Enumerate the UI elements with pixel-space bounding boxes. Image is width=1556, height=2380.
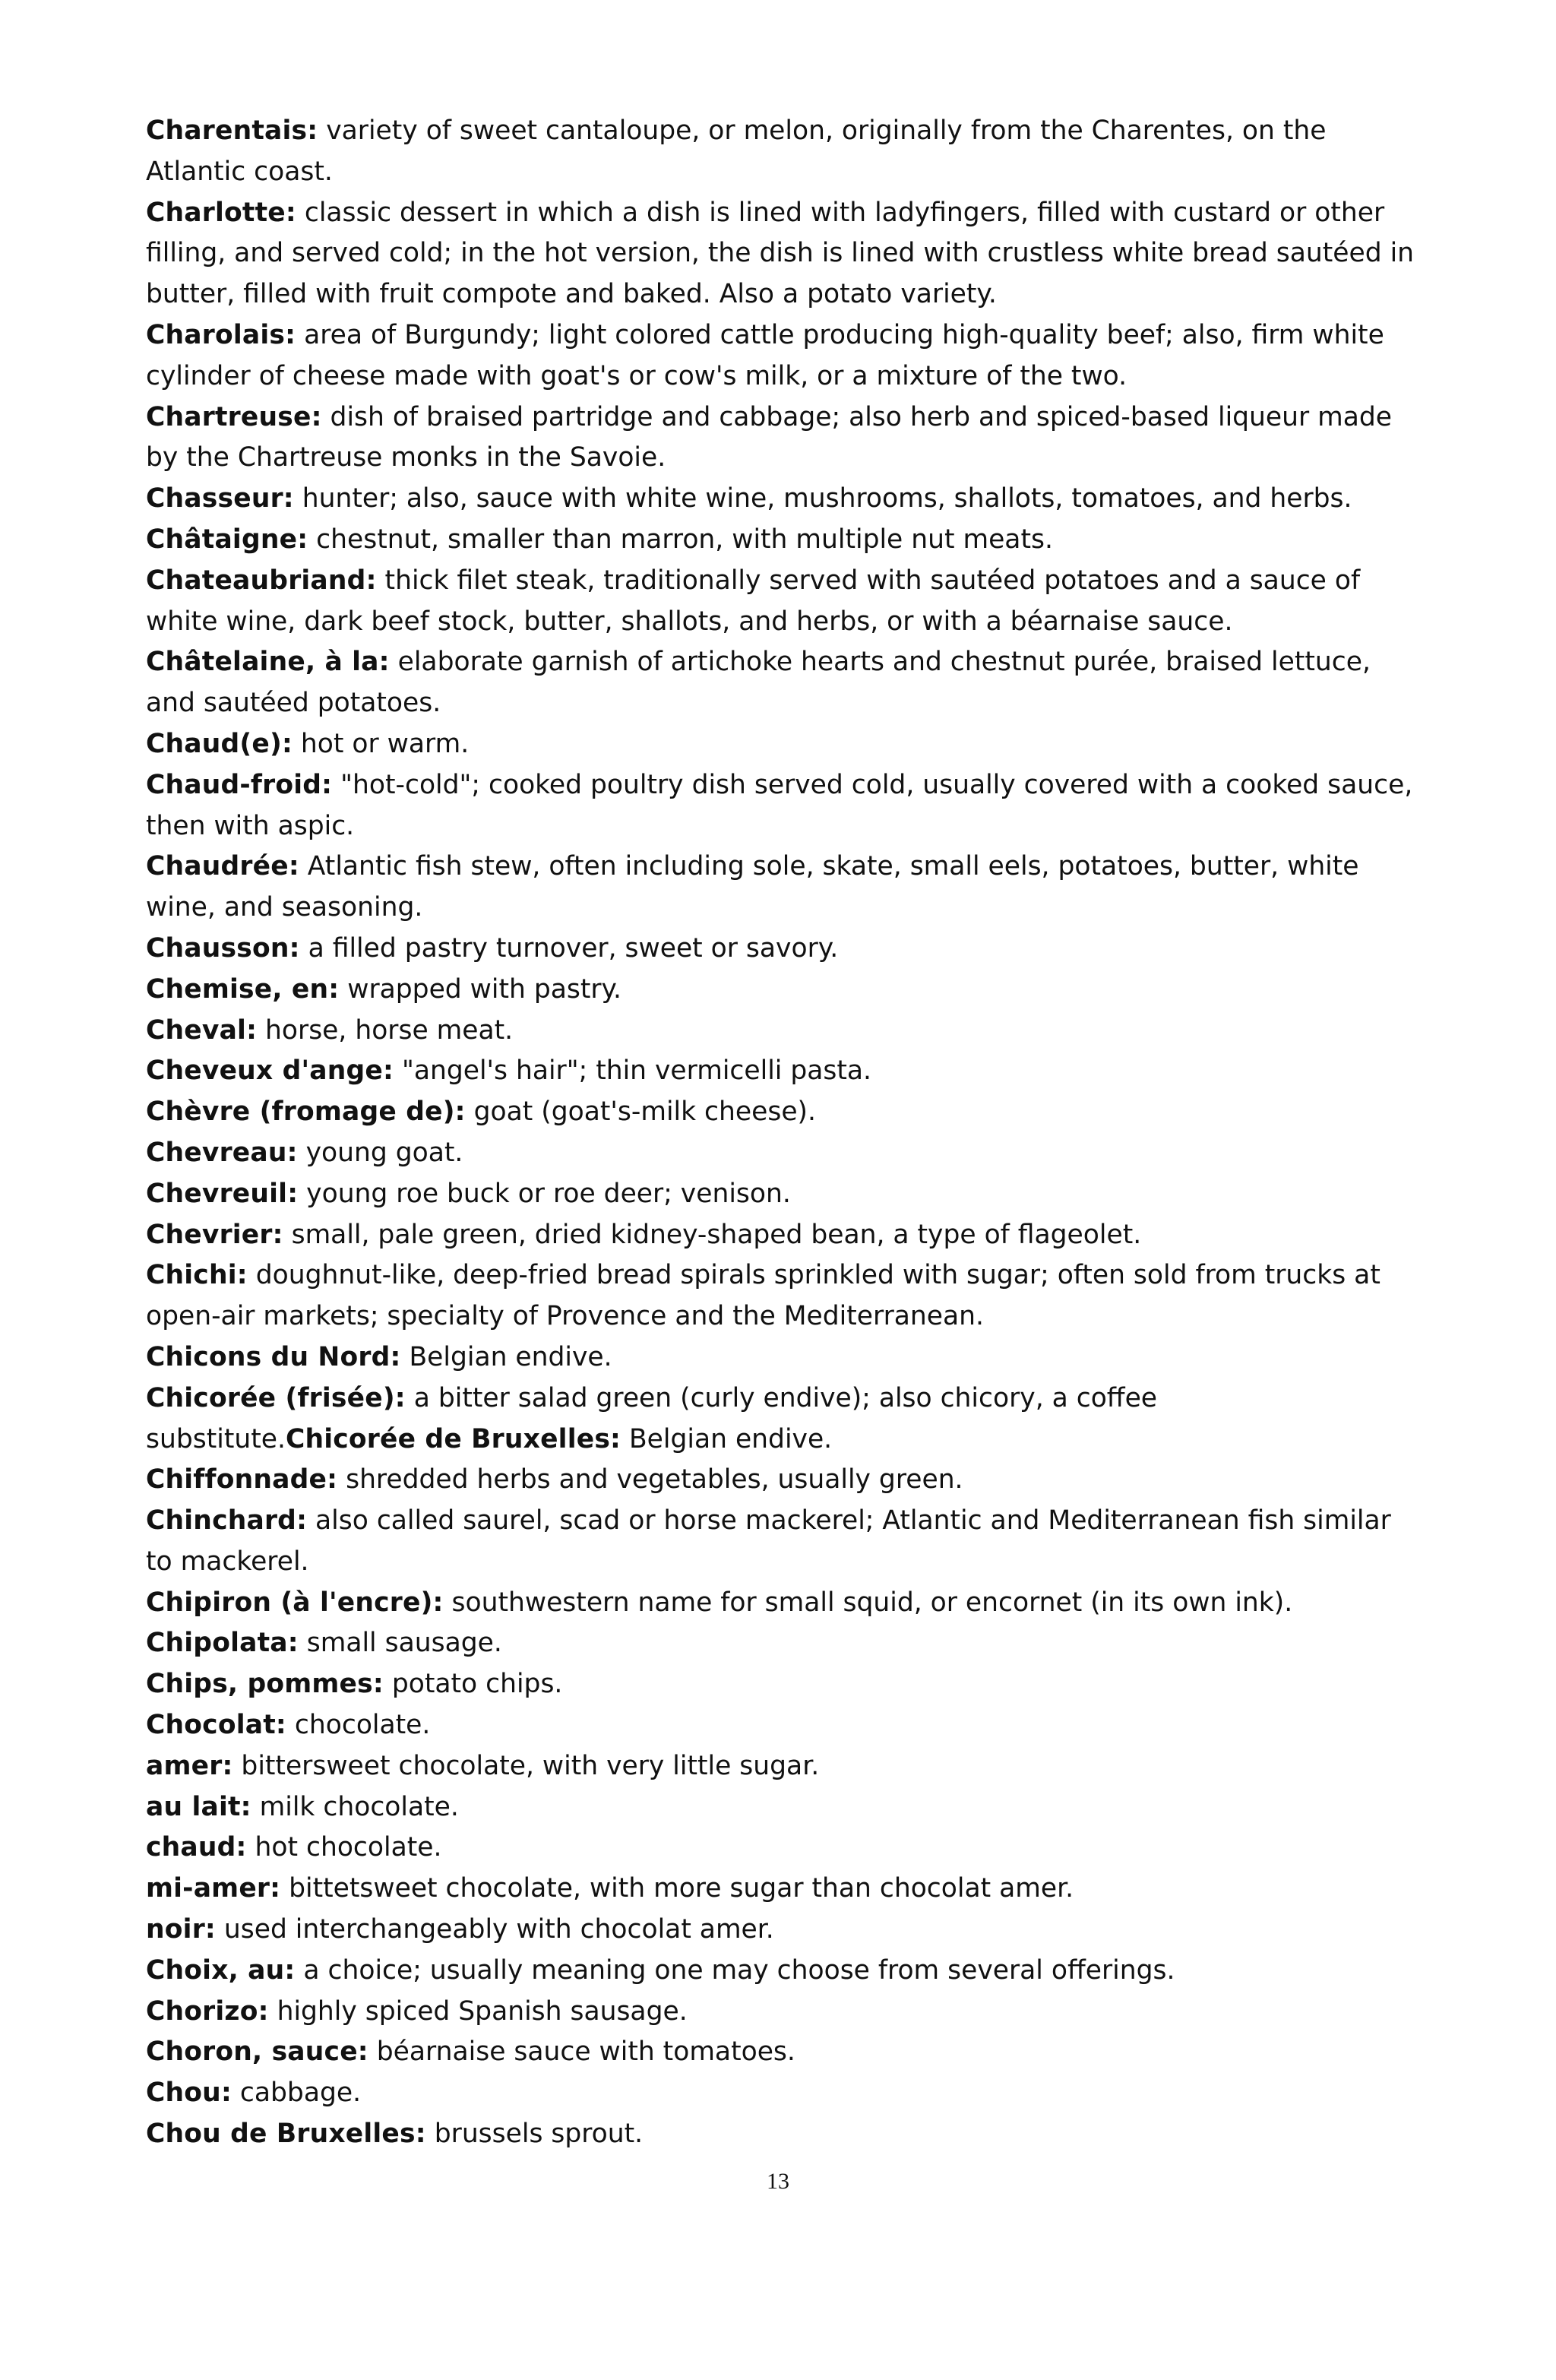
glossary-entry-chataigne xyxy=(146,520,1415,561)
entry-definition: variety of sweet cantaloupe, or melon, originally from the Charentes, on the Atlantic coast. xyxy=(146,116,1327,187)
entry-definition: area of Burgundy; light colored cattle producing high-quality beef; also, firm white cylinder of cheese made with goat's or cow's milk, or a mixture of the two. xyxy=(146,319,1384,391)
entry-definition: chestnut, smaller than marron, with multiple nut meats. xyxy=(308,524,1053,555)
entry-term: chaud: xyxy=(146,1832,247,1863)
entry-term: Chevrier: xyxy=(146,1219,283,1250)
entry-definition: small sausage. xyxy=(298,1628,502,1659)
entry-definition: hot chocolate. xyxy=(246,1832,442,1863)
entry-term: Chipolata: xyxy=(146,1628,299,1659)
entry-definition: small, pale green, dried kidney-shaped bean, a type of flageolet. xyxy=(283,1219,1142,1250)
glossary-entry-chicons-du-nord xyxy=(146,1337,1415,1378)
entry-definition-secondary: Belgian endive. xyxy=(621,1423,833,1454)
glossary-entry-charolais xyxy=(146,315,1415,397)
glossary-entry-mi-amer xyxy=(146,1869,1415,1910)
entry-term-secondary: Chicorée de Bruxelles: xyxy=(285,1423,621,1454)
entry-term: mi-amer: xyxy=(146,1873,281,1904)
glossary-entry-chocolat xyxy=(146,1705,1415,1746)
entry-definition: Atlantic fish stew, often including sole, skate, small eels, potatoes, butter, white wine, and seasoning. xyxy=(146,851,1359,923)
entry-term: Cheval: xyxy=(146,1014,258,1046)
entry-term: Chateaubriand: xyxy=(146,565,377,596)
entry-term: Chemise, en: xyxy=(146,973,340,1005)
entry-term: Chinchard: xyxy=(146,1505,308,1537)
entry-definition: brussels sprout. xyxy=(425,2119,644,2150)
entry-definition: also called saurel, scad or horse mackerel; Atlantic and Mediterranean fish similar to mackerel. xyxy=(146,1505,1391,1577)
glossary-page xyxy=(146,111,1415,2155)
entry-term: Charentais: xyxy=(146,116,318,146)
glossary-entry-chipiron xyxy=(146,1583,1415,1624)
entry-term: Châtelaine, à la: xyxy=(146,647,390,678)
entry-definition: elaborate garnish of artichoke hearts and chestnut purée, braised lettuce, and sautéed potatoes. xyxy=(146,647,1371,719)
entry-definition: cabbage. xyxy=(231,2078,362,2109)
entry-definition: horse, horse meat. xyxy=(257,1014,514,1046)
glossary-entry-chaud-chocolate xyxy=(146,1828,1415,1869)
entry-definition: a choice; usually meaning one may choose from several offerings. xyxy=(295,1954,1175,1986)
entry-term: Chicorée (frisée): xyxy=(146,1382,406,1413)
glossary-entry-choron xyxy=(146,2032,1415,2073)
glossary-entry-choix xyxy=(146,1951,1415,1992)
glossary-entry-chatelaine xyxy=(146,642,1415,724)
glossary-entry-chipolata xyxy=(146,1623,1415,1664)
entry-term: Choix, au: xyxy=(146,1954,296,1986)
entry-term: Châtaigne: xyxy=(146,524,308,555)
entry-definition: bittersweet chocolate, with very little sugar. xyxy=(232,1750,820,1781)
entry-definition: a filled pastry turnover, sweet or savory. xyxy=(299,932,839,964)
glossary-entry-chou xyxy=(146,2073,1415,2114)
entry-definition: southwestern name for small squid, or encornet (in its own ink). xyxy=(443,1587,1293,1618)
entry-definition: young goat. xyxy=(297,1137,463,1168)
glossary-entry-chevreau xyxy=(146,1133,1415,1174)
entry-term: Choron, sauce: xyxy=(146,2037,368,2068)
entry-definition: dish of braised partridge and cabbage; also herb and spiced-based liqueur made by the Chartreuse monks in the Savoie. xyxy=(146,401,1393,473)
entry-term: Chaudrée: xyxy=(146,851,299,882)
glossary-entry-chausson xyxy=(146,929,1415,970)
entry-term: au lait: xyxy=(146,1791,251,1822)
entry-term: Chaud-froid: xyxy=(146,769,333,800)
entry-definition: hot or warm. xyxy=(292,728,470,759)
entry-definition: wrapped with pastry. xyxy=(339,973,622,1005)
entry-definition: goat (goat's-milk cheese). xyxy=(465,1097,816,1128)
page-number: 13 xyxy=(767,2169,789,2194)
entry-term: Chevreau: xyxy=(146,1137,298,1168)
glossary-entry-chemise xyxy=(146,970,1415,1011)
entry-definition: used interchangeably with chocolat amer. xyxy=(215,1914,774,1945)
glossary-entry-charlotte xyxy=(146,193,1415,315)
entry-definition: young roe buck or roe deer; venison. xyxy=(298,1178,791,1209)
entry-term: Chausson: xyxy=(146,932,300,964)
entry-term: Chips, pommes: xyxy=(146,1669,384,1700)
entry-term: Chiffonnade: xyxy=(146,1464,338,1495)
entry-term: Cheveux d'ange: xyxy=(146,1055,394,1087)
glossary-entry-chateaubriand xyxy=(146,561,1415,643)
glossary-entry-chartreuse xyxy=(146,397,1415,479)
glossary-entry-chicoree xyxy=(146,1378,1415,1461)
entry-term: Chocolat: xyxy=(146,1710,286,1741)
entry-term: Chevreuil: xyxy=(146,1178,299,1209)
glossary-entry-au-lait xyxy=(146,1787,1415,1828)
entry-term: Charlotte: xyxy=(146,197,296,228)
glossary-entry-chevrier xyxy=(146,1215,1415,1256)
glossary-entry-amer xyxy=(146,1746,1415,1787)
entry-definition: classic dessert in which a dish is lined with ladyfingers, filled with custard or other filling, and served cold; in the hot version, the dish is lined with crustless white bread sautéed in butter, filled with fruit compote and baked. Also a potato variety. xyxy=(146,197,1415,310)
entry-definition: hunter; also, sauce with white wine, mushrooms, shallots, tomatoes, and herbs. xyxy=(293,483,1352,514)
glossary-entry-chinchard xyxy=(146,1501,1415,1583)
glossary-entry-chasseur xyxy=(146,479,1415,520)
glossary-entry-cheveux-dange xyxy=(146,1051,1415,1092)
glossary-entry-chaudree xyxy=(146,847,1415,929)
entry-term: noir: xyxy=(146,1914,216,1945)
entry-term: Chipiron (à l'encre): xyxy=(146,1587,444,1618)
entry-term: Charolais: xyxy=(146,319,296,350)
entry-term: Chèvre (fromage de): xyxy=(146,1097,466,1128)
entry-definition: potato chips. xyxy=(383,1669,563,1700)
glossary-entry-chevreuil xyxy=(146,1174,1415,1215)
glossary-entry-chips xyxy=(146,1664,1415,1705)
glossary-entry-cheval xyxy=(146,1011,1415,1052)
entry-term: Chou: xyxy=(146,2078,232,2109)
entry-definition: Belgian endive. xyxy=(400,1341,612,1372)
entry-term: Chartreuse: xyxy=(146,401,322,432)
entry-term: Chaud(e): xyxy=(146,728,293,759)
glossary-entry-chaud xyxy=(146,724,1415,765)
glossary-entry-chaud-froid xyxy=(146,765,1415,847)
entry-definition: doughnut-like, deep-fried bread spirals sprinkled with sugar; often sold from trucks at open-air markets; specialty of Provence and the Mediterranean. xyxy=(146,1260,1380,1332)
entry-term: Chichi: xyxy=(146,1260,248,1291)
entry-definition: bittetsweet chocolate, with more sugar than chocolat amer. xyxy=(280,1873,1074,1904)
entry-term: Chasseur: xyxy=(146,483,294,514)
glossary-entry-chichi xyxy=(146,1255,1415,1337)
entry-definition: milk chocolate. xyxy=(251,1791,459,1822)
entry-term: Chorizo: xyxy=(146,1995,269,2027)
entry-definition: "hot-cold"; cooked poultry dish served cold, usually covered with a cooked sauce, then with aspic. xyxy=(146,769,1413,841)
entry-term: Chou de Bruxelles: xyxy=(146,2119,426,2150)
entry-definition: béarnaise sauce with tomatoes. xyxy=(368,2037,795,2068)
glossary-entry-chorizo xyxy=(146,1992,1415,2033)
glossary-entry-chou-de-bruxelles xyxy=(146,2114,1415,2155)
glossary-entry-chiffonnade xyxy=(146,1460,1415,1501)
entry-definition: a bitter salad green (curly endive); also chicory, a coffee substitute. xyxy=(146,1382,1158,1454)
entry-definition: highly spiced Spanish sausage. xyxy=(268,1995,688,2027)
entry-definition: chocolate. xyxy=(286,1710,431,1741)
glossary-entry-charentais xyxy=(146,111,1415,193)
entry-definition: "angel's hair"; thin vermicelli pasta. xyxy=(393,1055,871,1087)
entry-definition: shredded herbs and vegetables, usually green. xyxy=(337,1464,963,1495)
glossary-entry-noir xyxy=(146,1910,1415,1951)
glossary-entry-chevre xyxy=(146,1092,1415,1133)
entry-term: amer: xyxy=(146,1750,233,1781)
entry-term: Chicons du Nord: xyxy=(146,1341,401,1372)
entry-definition: thick filet steak, traditionally served with sautéed potatoes and a sauce of white wine, dark beef stock, butter, shallots, and herbs, or with a béarnaise sauce. xyxy=(146,565,1361,637)
